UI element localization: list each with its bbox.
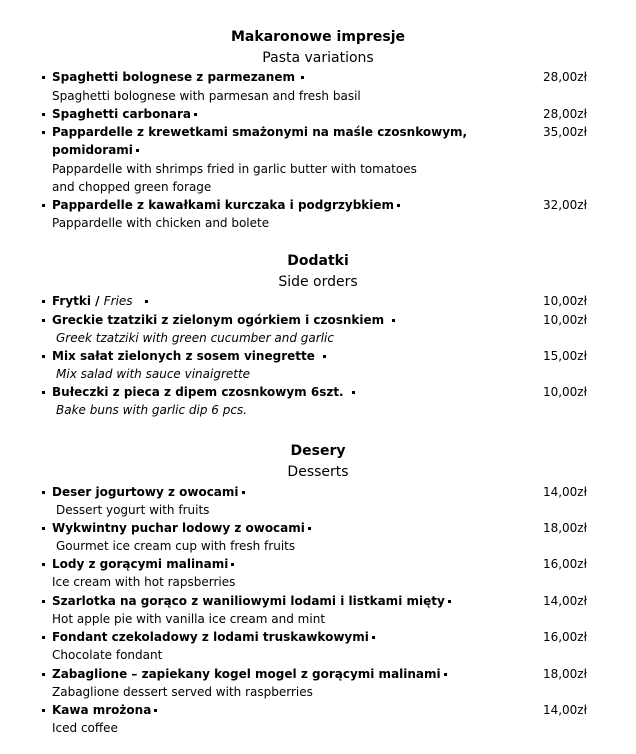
item-description: Ice cream with hot rapsberries — [52, 575, 236, 589]
dot-icon — [372, 636, 375, 639]
item-name: Fondant czekoladowy z lodami truskawkowymi — [52, 630, 369, 644]
item-description: Dessert yogurt with fruits — [56, 503, 210, 517]
bullet-icon — [42, 131, 45, 134]
bullet-icon — [42, 527, 45, 530]
item-price: 14,00zł — [542, 485, 587, 499]
item-name: Lody z gorącymi malinami — [52, 557, 229, 571]
section-title-sides: Dodatki — [287, 253, 349, 269]
item-price: 28,00zł — [542, 70, 587, 84]
dot-icon — [301, 76, 304, 79]
dot-icon — [352, 391, 355, 394]
dot-icon — [397, 204, 400, 207]
dot-icon — [154, 709, 157, 712]
item-name: Mix sałat zielonych z sosem vinegrette — [52, 349, 315, 363]
item-price: 10,00zł — [542, 313, 587, 327]
item-name: Spaghetti carbonara — [52, 107, 191, 121]
item-name: Wykwintny puchar lodowy z owocami — [52, 521, 305, 535]
item-price: 10,00zł — [542, 385, 587, 399]
item-description: Gourmet ice cream cup with fresh fruits — [56, 539, 296, 553]
item-name: Kawa mrożona — [52, 703, 152, 717]
bullet-icon — [42, 491, 45, 494]
item-description: Zabaglione dessert served with raspberries — [52, 685, 313, 699]
dot-icon — [136, 149, 139, 152]
item-price: 18,00zł — [542, 667, 587, 681]
item-name-english: Fries — [103, 294, 133, 308]
item-description: Bake buns with garlic dip 6 pcs. — [56, 403, 247, 417]
dot-icon — [194, 113, 197, 116]
section-subtitle-desserts: Desserts — [287, 464, 349, 480]
dot-icon — [231, 563, 234, 566]
item-price: 35,00zł — [542, 125, 587, 139]
item-name: Greckie tzatziki z zielonym ogórkiem i czosnkiem — [52, 313, 385, 327]
section-subtitle-sides: Side orders — [278, 274, 358, 290]
dot-icon — [448, 600, 451, 603]
dot-icon — [444, 673, 447, 676]
item-price: 10,00zł — [542, 294, 587, 308]
item-price: 14,00zł — [542, 703, 587, 717]
dot-icon — [323, 355, 326, 358]
bullet-icon — [42, 113, 45, 116]
bullet-icon — [42, 204, 45, 207]
item-price: 16,00zł — [542, 630, 587, 644]
dot-icon — [145, 300, 148, 303]
item-name: Frytki / — [52, 294, 104, 308]
bullet-icon — [42, 563, 45, 566]
item-price: 14,00zł — [542, 594, 587, 608]
item-name: Pappardelle z krewetkami smażonymi na maśle czosnkowym, — [52, 125, 468, 139]
item-price: 32,00zł — [542, 198, 587, 212]
item-description: Spaghetti bolognese with parmesan and fresh basil — [52, 89, 361, 103]
item-name-continued: pomidorami — [52, 143, 133, 157]
bullet-icon — [42, 636, 45, 639]
dot-icon — [308, 527, 311, 530]
item-description: Iced coffee — [52, 721, 118, 735]
item-name: Deser jogurtowy z owocami — [52, 485, 239, 499]
item-description-continued: and chopped green forage — [52, 180, 212, 194]
section-title-desserts: Desery — [290, 443, 346, 459]
item-description: Chocolate fondant — [52, 648, 163, 662]
item-name: Pappardelle z kawałkami kurczaka i podgrzybkiem — [52, 198, 395, 212]
bullet-icon — [42, 391, 45, 394]
section-title-pasta: Makaronowe impresje — [231, 29, 405, 45]
bullet-icon — [42, 355, 45, 358]
item-name: Bułeczki z pieca z dipem czosnkowym 6szt. — [52, 385, 344, 399]
bullet-icon — [42, 709, 45, 712]
item-price: 16,00zł — [542, 557, 587, 571]
item-price: 28,00zł — [542, 107, 587, 121]
bullet-icon — [42, 673, 45, 676]
item-name: Szarlotka na gorąco z waniliowymi lodami i listkami mięty — [52, 594, 445, 608]
dot-icon — [392, 319, 395, 322]
item-price: 15,00zł — [542, 349, 587, 363]
bullet-icon — [42, 76, 45, 79]
item-description: Greek tzatziki with green cucumber and garlic — [56, 331, 334, 345]
item-description: Pappardelle with shrimps fried in garlic butter with tomatoes — [52, 162, 417, 176]
item-name: Zabaglione – zapiekany kogel mogel z gorącymi malinami — [52, 667, 441, 681]
bullet-icon — [42, 319, 45, 322]
bullet-icon — [42, 600, 45, 603]
item-description: Pappardelle with chicken and bolete — [52, 216, 270, 230]
item-description: Hot apple pie with vanilla ice cream and mint — [52, 612, 326, 626]
section-subtitle-pasta: Pasta variations — [262, 50, 374, 66]
item-name: Spaghetti bolognese z parmezanem — [52, 70, 295, 84]
dot-icon — [242, 491, 245, 494]
item-price: 18,00zł — [542, 521, 587, 535]
item-description: Mix salad with sauce vinaigrette — [56, 367, 251, 381]
bullet-icon — [42, 300, 45, 303]
